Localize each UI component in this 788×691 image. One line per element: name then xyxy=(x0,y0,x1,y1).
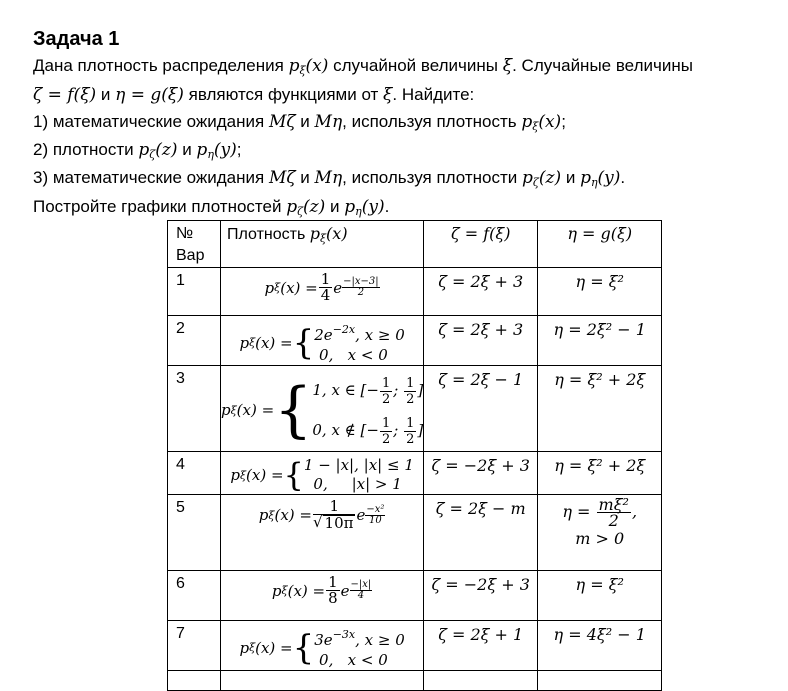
variant-number: 5 xyxy=(168,495,221,571)
density-formula: p ξ (x) = { $3e^{-3x}$, x ≥ 0 0, x < 0 xyxy=(221,621,424,671)
table-row xyxy=(168,495,662,571)
table-row xyxy=(168,452,662,495)
density-formula: p ξ (x) = $\frac{1}{√ 10\pi}$ e −x² 10 xyxy=(221,495,424,571)
task-item-1: 1) математические ожидания Mζ и Mη, используя плотность $p_\xi(x)$; xyxy=(33,112,566,133)
header-eta: η = g(ξ) xyxy=(538,221,662,268)
density-formula: p ξ (x) = $\frac{1}{4}$ e −|x−3| 2 xyxy=(221,268,424,316)
eta-formula: η = 2ξ² − 1 xyxy=(538,316,662,366)
table-row xyxy=(168,268,662,316)
zeta-formula: ζ = −2ξ + 3 xyxy=(424,571,538,621)
zeta-formula: ζ = 2ξ + 3 xyxy=(424,268,538,316)
variant-number: 4 xyxy=(168,452,221,495)
task-item-3: 3) математические ожидания Mζ и Mη, используя плотности $p_\zeta(z)$ и $p_\eta(y)$. xyxy=(33,168,626,189)
variant-number: 1 xyxy=(168,268,221,316)
eta-formula: η = ξ² xyxy=(538,571,662,621)
density-formula: p ξ (x) = { $2e^{-2x}$, x ≥ 0 0, x < 0 xyxy=(221,316,424,366)
table-row xyxy=(168,366,662,452)
variant-number: 3 xyxy=(168,366,221,452)
task-item-2: 2) плотности $p_\zeta(z)$ и $p_\eta(y)$; xyxy=(33,140,242,161)
density-formula: p ξ (x) = { 1 − |x|, |x| ≤ 1 0, |x| > 1 xyxy=(221,452,424,495)
variant-number: 6 xyxy=(168,571,221,621)
zeta-formula: ζ = 2ξ + 3 xyxy=(424,316,538,366)
zeta-formula: ζ = −2ξ + 3 xyxy=(424,452,538,495)
eta-formula: η = ξ² xyxy=(538,268,662,316)
task-instruction: Постройте графики плотностей $p_\zeta(z)$ и $p_\eta(y)$. xyxy=(33,197,390,218)
header-variant: № Вар xyxy=(168,221,221,268)
table-row xyxy=(168,571,662,621)
variants-table xyxy=(167,220,662,691)
density-formula: p ξ (x) = { 1, x ∈ [− $\frac{1}{2}$ ; $\frac{1}{2}$ ] 0, x ∉ [− $\frac{1}{2}$ ; $\frac{1}{2}$ ] xyxy=(221,366,424,452)
eta-formula: η = ξ² + 2ξ xyxy=(538,452,662,495)
task-line-1: Дана плотность распределения $p_\xi(x)$ случайной величины ξ. Случайные величины xyxy=(33,56,693,77)
eta-formula: η = $\frac{\text{mξ²}}{2}$ , m > 0 xyxy=(538,495,662,571)
zeta-formula: ζ = 2ξ − m xyxy=(424,495,538,571)
zeta-formula: ζ = 2ξ − 1 xyxy=(424,366,538,452)
eta-formula: η = 4ξ² − 1 xyxy=(538,621,662,671)
header-zeta: ζ = f(ξ) xyxy=(424,221,538,268)
zeta-formula: ζ = 2ξ + 1 xyxy=(424,621,538,671)
table-row xyxy=(168,316,662,366)
variant-number: 2 xyxy=(168,316,221,366)
variant-number: 7 xyxy=(168,621,221,671)
task-title: Задача 1 xyxy=(33,28,120,50)
density-formula: p ξ (x) = $\frac{1}{8}$ e −|x| 4 xyxy=(221,571,424,621)
eta-formula: η = ξ² + 2ξ xyxy=(538,366,662,452)
task-line-2: ζ = f(ξ) и η = g(ξ) являются функциями от ξ. Найдите: xyxy=(33,85,475,105)
table-row xyxy=(168,671,662,691)
table-header-row xyxy=(168,221,662,268)
table-row xyxy=(168,621,662,671)
header-density: Плотность $p_\xi(x)$ xyxy=(221,221,424,268)
